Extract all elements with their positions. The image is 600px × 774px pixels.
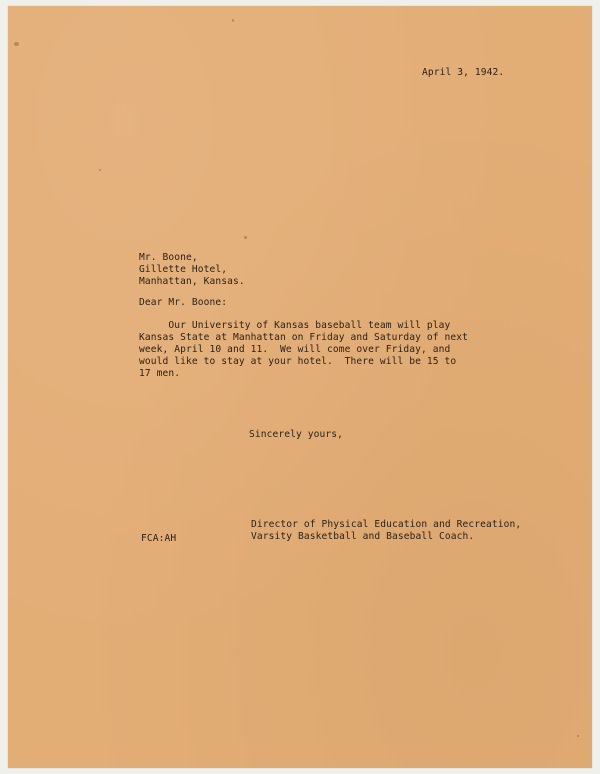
recipient-name: Mr. Boone,	[139, 252, 198, 263]
body-line: week, April 10 and 11. We will come over Friday, and	[139, 344, 451, 355]
paper-speck	[244, 236, 247, 239]
letter-body	[139, 320, 468, 380]
reference-initials: FCA:AH	[141, 533, 177, 544]
signature-title: Director of Physical Education and Recreation,	[251, 519, 522, 530]
recipient-hotel: Gillette Hotel,	[139, 264, 228, 275]
paper-speck	[577, 735, 579, 737]
letter-date: April 3, 1942.	[422, 67, 505, 78]
letter-page	[8, 6, 592, 768]
body-line: 17 men.	[139, 368, 181, 379]
body-line: would like to stay at your hotel. There will be 15 to	[139, 356, 457, 367]
paper-speck	[232, 19, 234, 22]
signature-block	[251, 519, 521, 543]
body-line: Kansas State at Manhattan on Friday and Saturday of next	[139, 332, 469, 343]
signature-title: Varsity Basketball and Baseball Coach.	[251, 531, 475, 542]
paper-speck	[99, 169, 101, 171]
body-line: Our University of Kansas baseball team will play	[139, 320, 451, 331]
salutation: Dear Mr. Boone:	[139, 297, 228, 308]
closing: Sincerely yours,	[249, 429, 344, 440]
recipient-city: Manhattan, Kansas.	[139, 276, 245, 287]
paper-speck	[14, 42, 19, 46]
recipient-address	[139, 252, 245, 288]
